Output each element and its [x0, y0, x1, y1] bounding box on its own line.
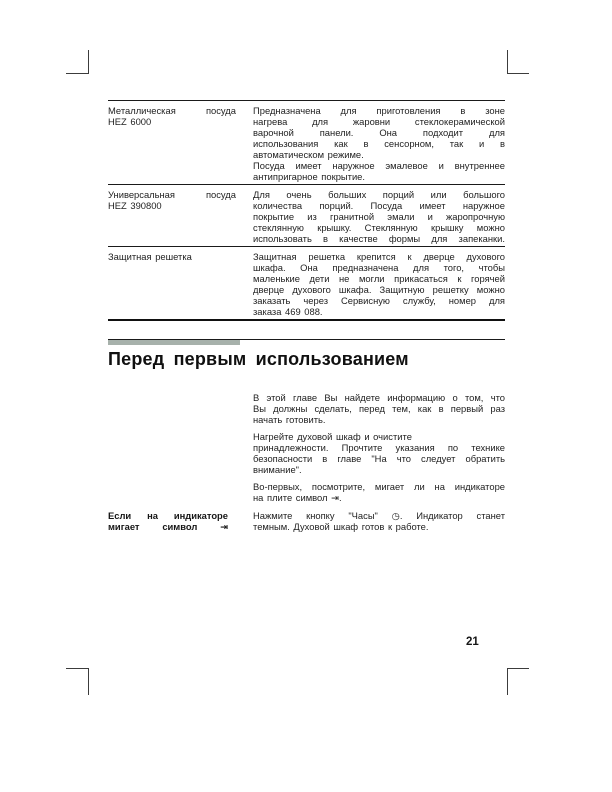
text-line: Если на индикаторе [108, 510, 228, 521]
table-row [108, 246, 505, 319]
text-line: Защитная решетка [108, 251, 192, 262]
accessories-table [108, 100, 505, 321]
text-line: стеклянную крышку. Стеклянную крышку можно [253, 222, 505, 233]
text-line: Универсальная посуда [108, 189, 236, 200]
text-line: Предназначена для приготовления в зоне [253, 105, 505, 116]
text-line: Вы должны сделать, перед тем, как в первый раз [253, 403, 505, 414]
row-label [108, 105, 236, 127]
text-line: Во-первых, посмотрите, мигает ли на индикаторе [253, 481, 505, 492]
table-row [108, 184, 505, 246]
paragraph [253, 481, 505, 503]
paragraph [253, 431, 505, 475]
text-line: В этой главе Вы найдете информацию о том, что [253, 392, 505, 403]
paragraph [253, 251, 505, 317]
step-description [253, 510, 505, 532]
page-content [108, 100, 505, 532]
text-line: количества порций. Посуда имеет наружное [253, 200, 505, 211]
crop-mark-bottom-left [66, 668, 89, 695]
paragraph [253, 392, 505, 425]
text-line: Нажмите кнопку "Часы" ◷. Индикатор станет [253, 510, 505, 521]
row-label [108, 251, 236, 262]
crop-mark-bottom-right [507, 668, 529, 695]
page-number: 21 [466, 636, 479, 648]
paragraph [253, 510, 505, 532]
text-line: заказа 469 088. [253, 306, 323, 317]
text-line: безопасности в главе "На что следует обратить [253, 453, 505, 464]
paragraph [253, 189, 505, 244]
step-label [108, 510, 228, 532]
text-line: HEZ 6000 [108, 116, 152, 127]
row-description [253, 105, 505, 182]
text-line: использования как в сенсорном, так и в [253, 138, 505, 149]
text-line: темным. Духовой шкаф готов к работе. [253, 521, 429, 532]
text-line: на плите символ ⇥. [253, 492, 342, 503]
section-accent-bar [108, 340, 240, 345]
row-description [253, 189, 505, 244]
text-line: покрытие из гранитной эмали и жаропрочную [253, 211, 505, 222]
text-line: маленькие дети не могли прикасаться к горячей [253, 273, 505, 284]
text-line: антипригарное покрытие. [253, 171, 365, 182]
row-label [108, 189, 236, 211]
text-line: автоматическом режиме. [253, 149, 364, 160]
text-line: Металлическая посуда [108, 105, 236, 116]
text-line: Нагрейте духовой шкаф и очистите [253, 431, 412, 442]
paragraph [253, 160, 505, 182]
text-line: внимание". [253, 464, 302, 475]
text-line: Защитная решетка крепится к дверце духового [253, 251, 505, 262]
text-line: HEZ 390800 [108, 200, 162, 211]
text-line: принадлежности. Прочтите указания по технике [253, 442, 505, 453]
text-line: использовать в качестве формы для запеканки. [253, 233, 505, 244]
intro-paragraphs [253, 392, 505, 503]
section-title: Перед первым использованием [108, 349, 409, 369]
crop-mark-top-left [66, 50, 89, 74]
paragraph [253, 105, 505, 160]
text-line: мигает символ ⇥ [108, 521, 228, 532]
text-line: Для очень больших порций или большого [253, 189, 505, 200]
text-line: дверце духового шкафа. Защитную решетку можно [253, 284, 505, 295]
text-line: Посуда имеет наружное эмалевое и внутреннее [253, 160, 505, 171]
text-line: варочной панели. Она подходит для [253, 127, 505, 138]
text-line: заказать через Сервисную службу, номер для [253, 295, 505, 306]
step-row [108, 510, 505, 532]
row-description [253, 251, 505, 317]
text-line: нагрева для жаровни стеклокерамической [253, 116, 505, 127]
crop-mark-top-right [507, 50, 529, 74]
table-row [108, 101, 505, 184]
section-divider-rule [108, 339, 505, 340]
text-line: начать готовить. [253, 414, 326, 425]
text-line: шкафа. Она предназначена для того, чтобы [253, 262, 505, 273]
